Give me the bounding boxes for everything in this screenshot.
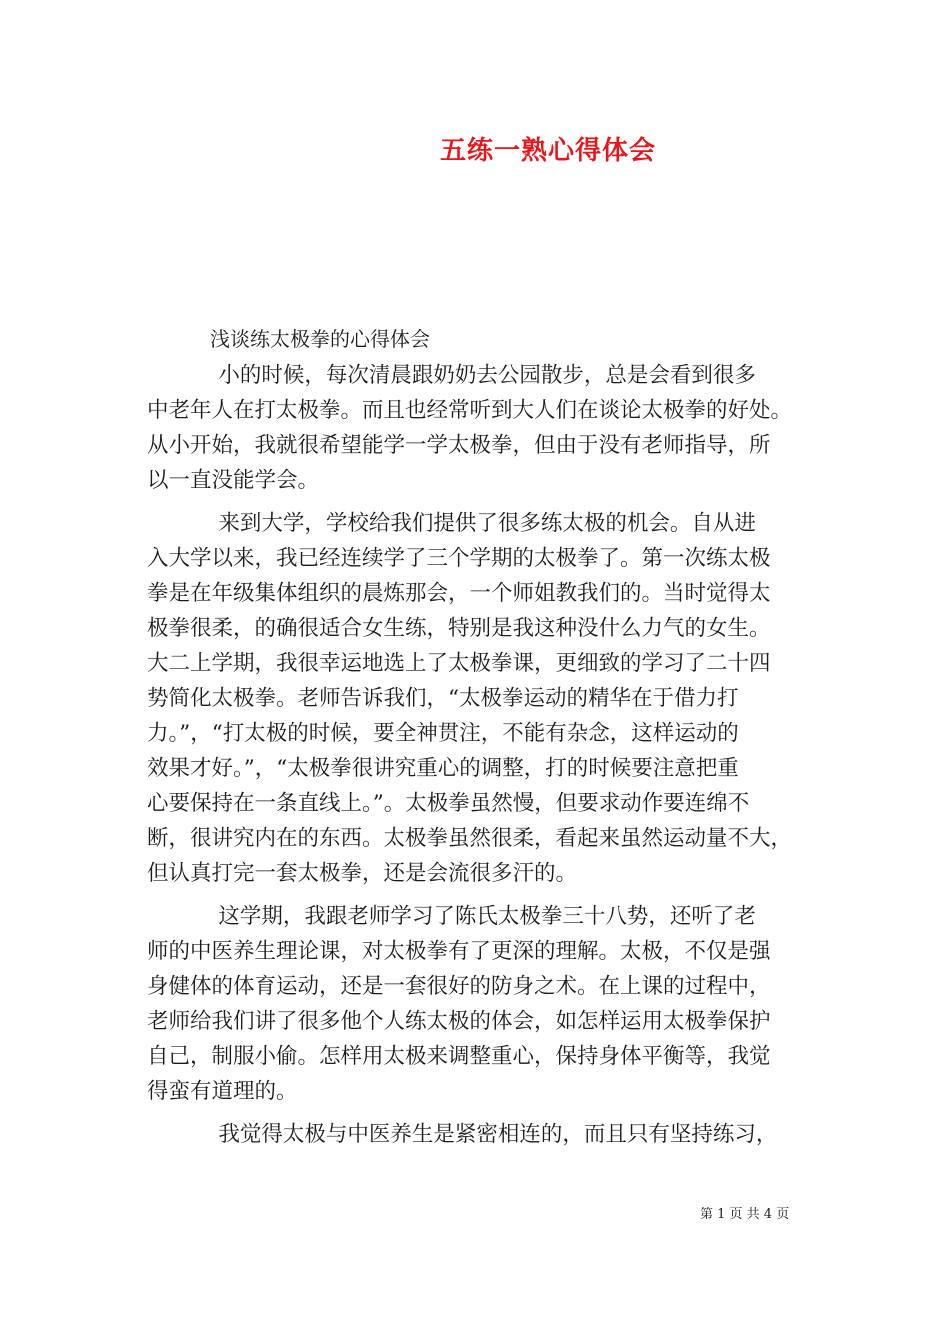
paragraph-line: 大二上学期，我很幸运地选上了太极拳课，更细致的学习了二十四	[147, 651, 771, 676]
paragraph-line: 得蛮有道理的。	[147, 1079, 298, 1104]
paragraph-line: 来到大学，学校给我们提供了很多练太极的机会。自从进	[147, 511, 756, 536]
paragraph	[147, 358, 812, 498]
paragraph-line: 以一直没能学会。	[147, 468, 320, 493]
paragraph-line: 但认真打完一套太极拳，还是会流很多汗的。	[147, 861, 578, 886]
paragraph-line: 我觉得太极与中医养生是紧密相连的，而且只有坚持练习，	[147, 1122, 778, 1147]
paragraph-line: 力。”，“打太极的时候，要全神贯注，不能有杂念，这样运动的	[147, 721, 739, 746]
paragraph-line: 自己，制服小偷。怎样用太极来调整重心，保持身体平衡等，我觉	[147, 1044, 771, 1069]
paragraph-line: 效果才好。”，“太极拳很讲究重心的调整，打的时候要注意把重	[147, 756, 739, 781]
paragraph-line: 入大学以来，我已经连续学了三个学期的太极拳了。第一次练太极	[147, 546, 771, 571]
paragraph-line: 断，很讲究内在的东西。太极拳虽然很柔，看起来虽然运动量不大，	[147, 826, 793, 851]
document-title: 五练一熟心得体会	[440, 136, 657, 166]
paragraph-line: 这学期，我跟老师学习了陈氏太极拳三十八势，还听了老	[147, 904, 756, 929]
paragraph-line: 拳是在年级集体组织的晨炼那会，一个师姐教我们的。当时觉得太	[147, 581, 771, 606]
paragraph-line: 老师给我们讲了很多他个人练太极的体会，如怎样运用太极拳保护	[147, 1009, 771, 1034]
paragraph	[147, 1117, 812, 1152]
paragraph-line: 小的时候，每次清晨跟奶奶去公园散步，总是会看到很多	[147, 363, 756, 388]
paragraph	[147, 899, 812, 1109]
paragraph-line: 心要保持在一条直线上。”。太极拳虽然慢，但要求动作要连绵不	[147, 791, 750, 816]
paragraph-line: 从小开始，我就很希望能学一学太极拳，但由于没有老师指导，所	[147, 433, 771, 458]
paragraph-line: 师的中医养生理论课，对太极拳有了更深的理解。太极，不仅是强	[147, 939, 771, 964]
paragraph-line: 极拳很柔，的确很适合女生练，特别是我这种没什么力气的女生。	[147, 616, 771, 641]
document-body	[147, 358, 812, 1152]
document-subtitle: 浅谈练太极拳的心得体会	[210, 327, 430, 351]
paragraph-line: 中老年人在打太极拳。而且也经常听到大人们在谈论太极拳的好处。	[147, 398, 793, 423]
page-footer: 第 1 页 共 4 页	[700, 1207, 790, 1222]
paragraph-line: 势简化太极拳。老师告诉我们，“太极拳运动的精华在于借力打	[147, 686, 739, 711]
paragraph	[147, 506, 812, 891]
paragraph-line: 身健体的体育运动，还是一套很好的防身之术。在上课的过程中，	[147, 974, 771, 999]
